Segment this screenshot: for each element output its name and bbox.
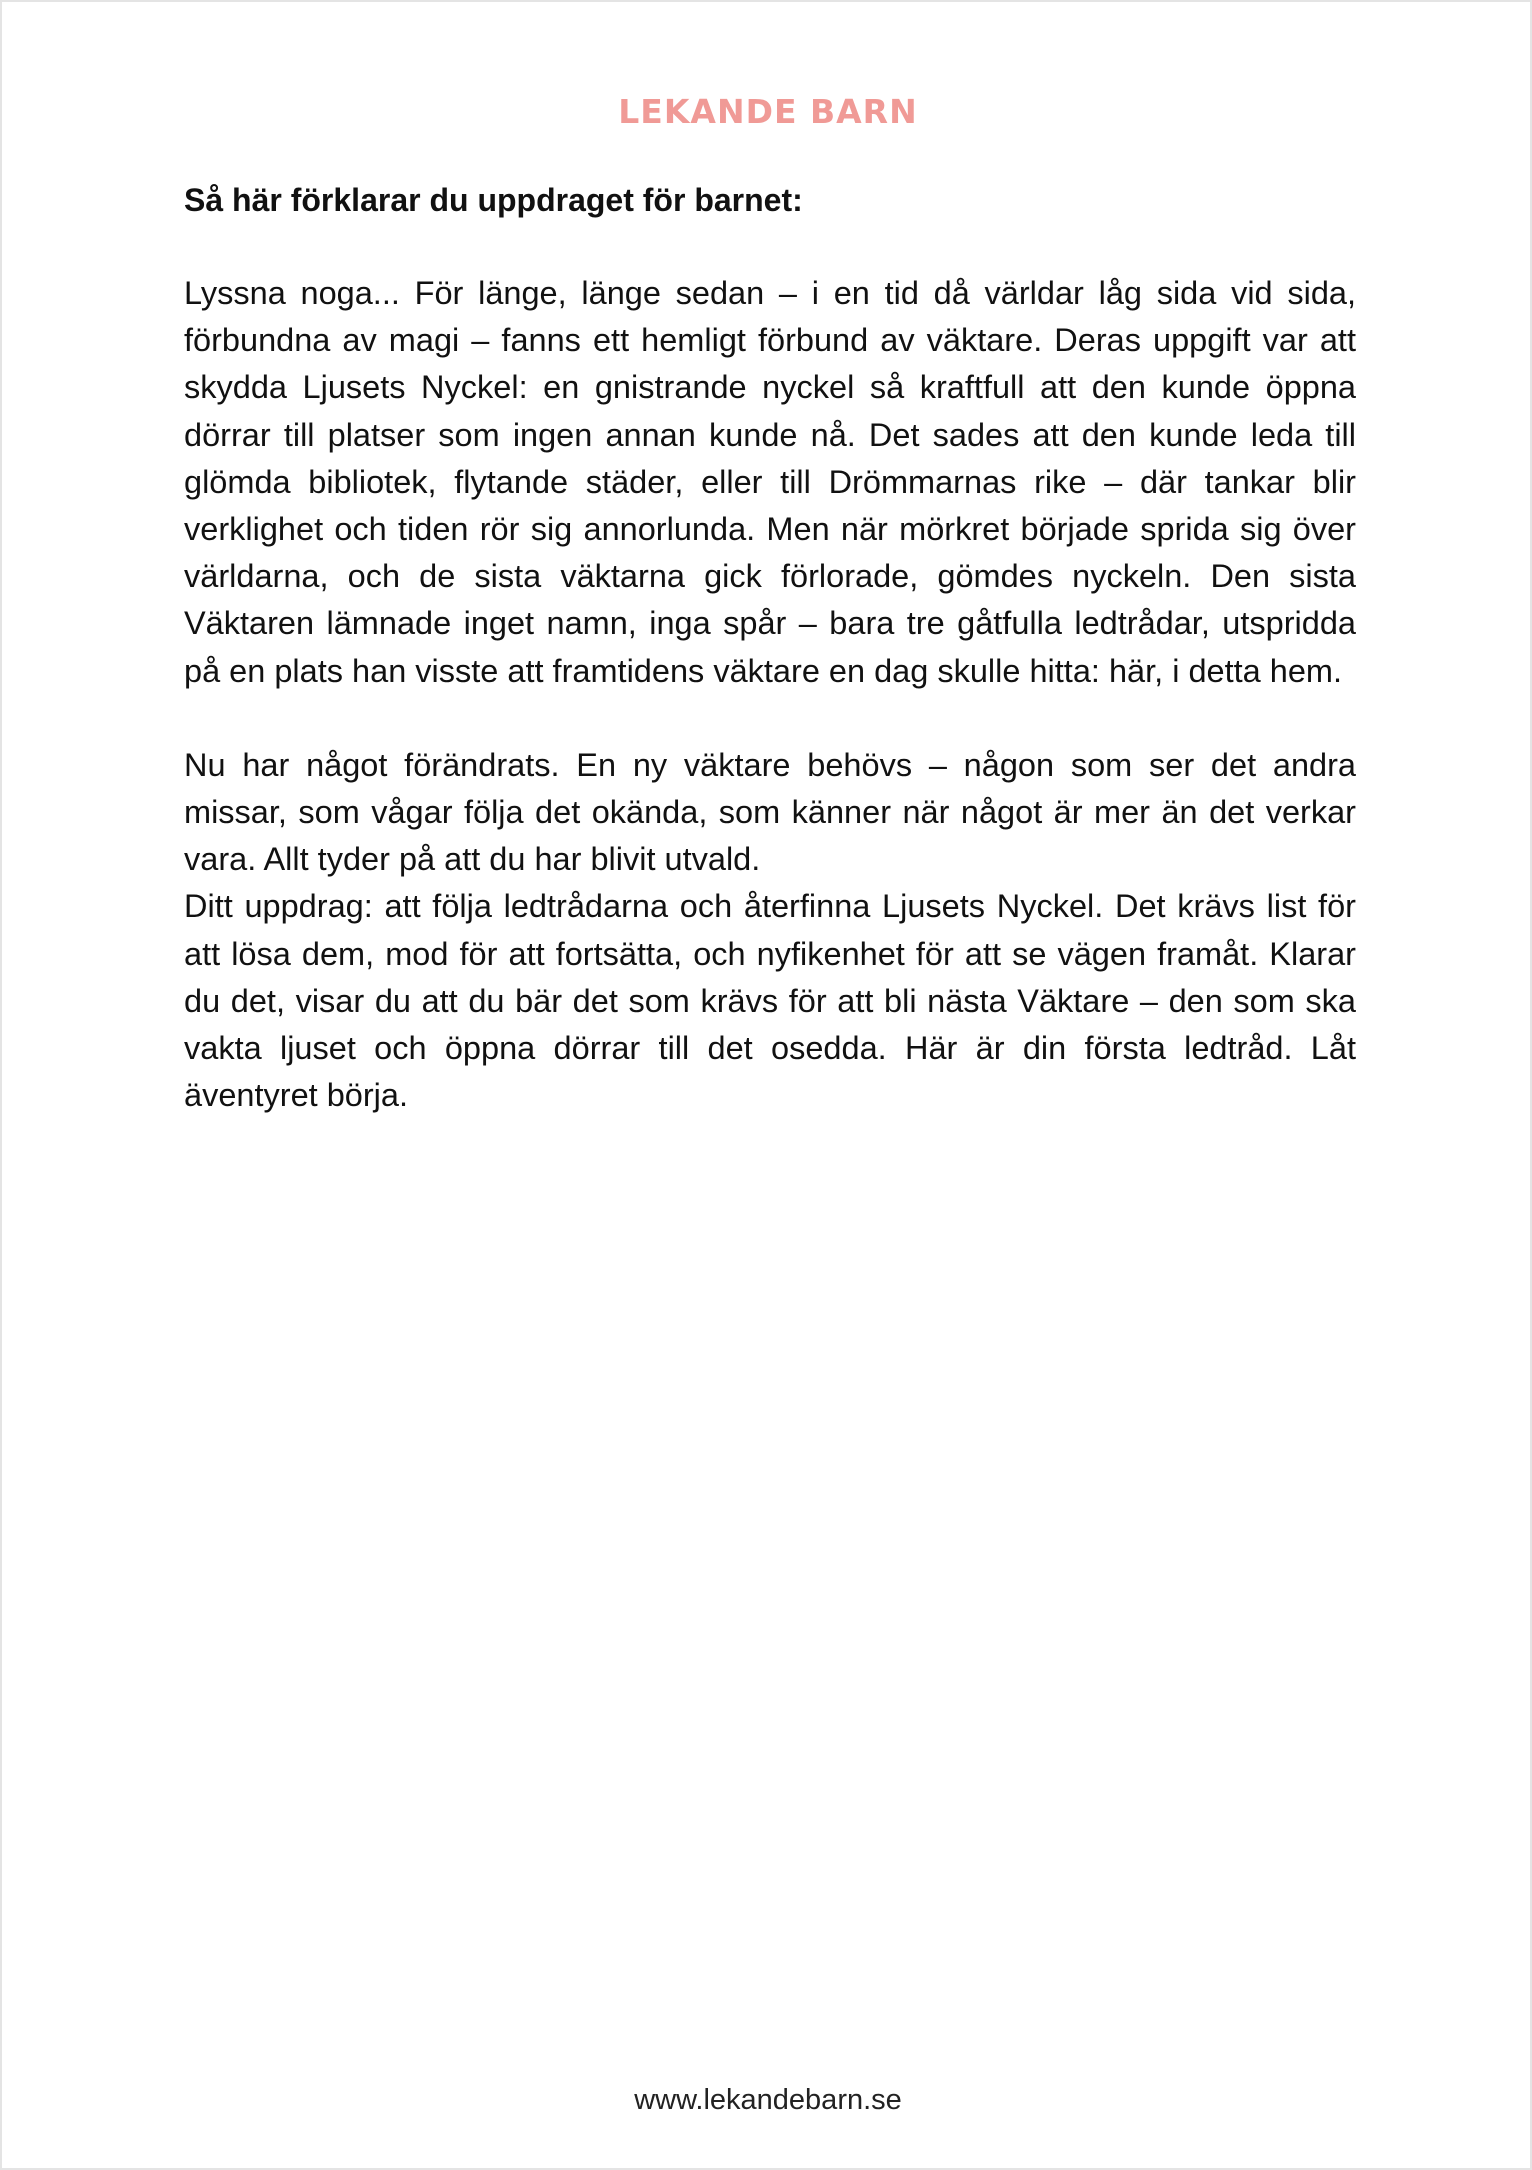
- footer-url: www.lekandebarn.se: [634, 2084, 902, 2116]
- paragraph-new-guardian: Nu har något förändrats. En ny väktare behövs – någon som ser det andra missar, som vågar följa det okända, som känner när något är mer än det verkar vara. Allt tyder på att du har blivit utvald.: [184, 746, 1356, 878]
- brand-logo: LEKANDE BARN: [618, 92, 918, 131]
- paragraph-spacer: [184, 695, 1356, 742]
- paragraph-intro: Lyssna noga... För länge, länge sedan – i en tid då världar låg sida vid sida, förbundna av magi – fanns ett hemligt förbund av väktare. Deras uppgift var att skydda Ljusets Nyckel: en gnistrande nyckel så kraftfull att den kunde öppna dörrar till platser som ingen annan kunde nå. Det sades att den kunde leda till glömda bibliotek, flytande städer, eller till Drömmarnas rike – där tankar blir verklighet och tiden rör sig annorlunda. Men när mörkret började sprida sig över världarna, och de sista väktarna gick förlorade, gömdes nyckeln. Den sista Väktaren lämnade inget namn, inga spår – bara tre gåtfulla ledtrådar, utspridda på en plats han visste att framtidens väktare en dag skulle hitta: här, i detta hem.: [184, 275, 1356, 689]
- section-heading: Så här förklarar du uppdraget för barnet:: [184, 182, 803, 218]
- paragraph-mission: Ditt uppdrag: att följa ledtrådarna och återfinna Ljusets Nyckel. Det krävs list för att lösa dem, mod för att fortsätta, och nyfikenhet för att se vägen framåt. Klarar du det, visar du att du bär det som krävs för att bli nästa Väktare – den som ska vakta ljuset och öppna dörrar till det osedda. Här är din första ledtråd. Låt äventyret börja.: [184, 888, 1356, 1114]
- document-body: [184, 176, 1356, 1119]
